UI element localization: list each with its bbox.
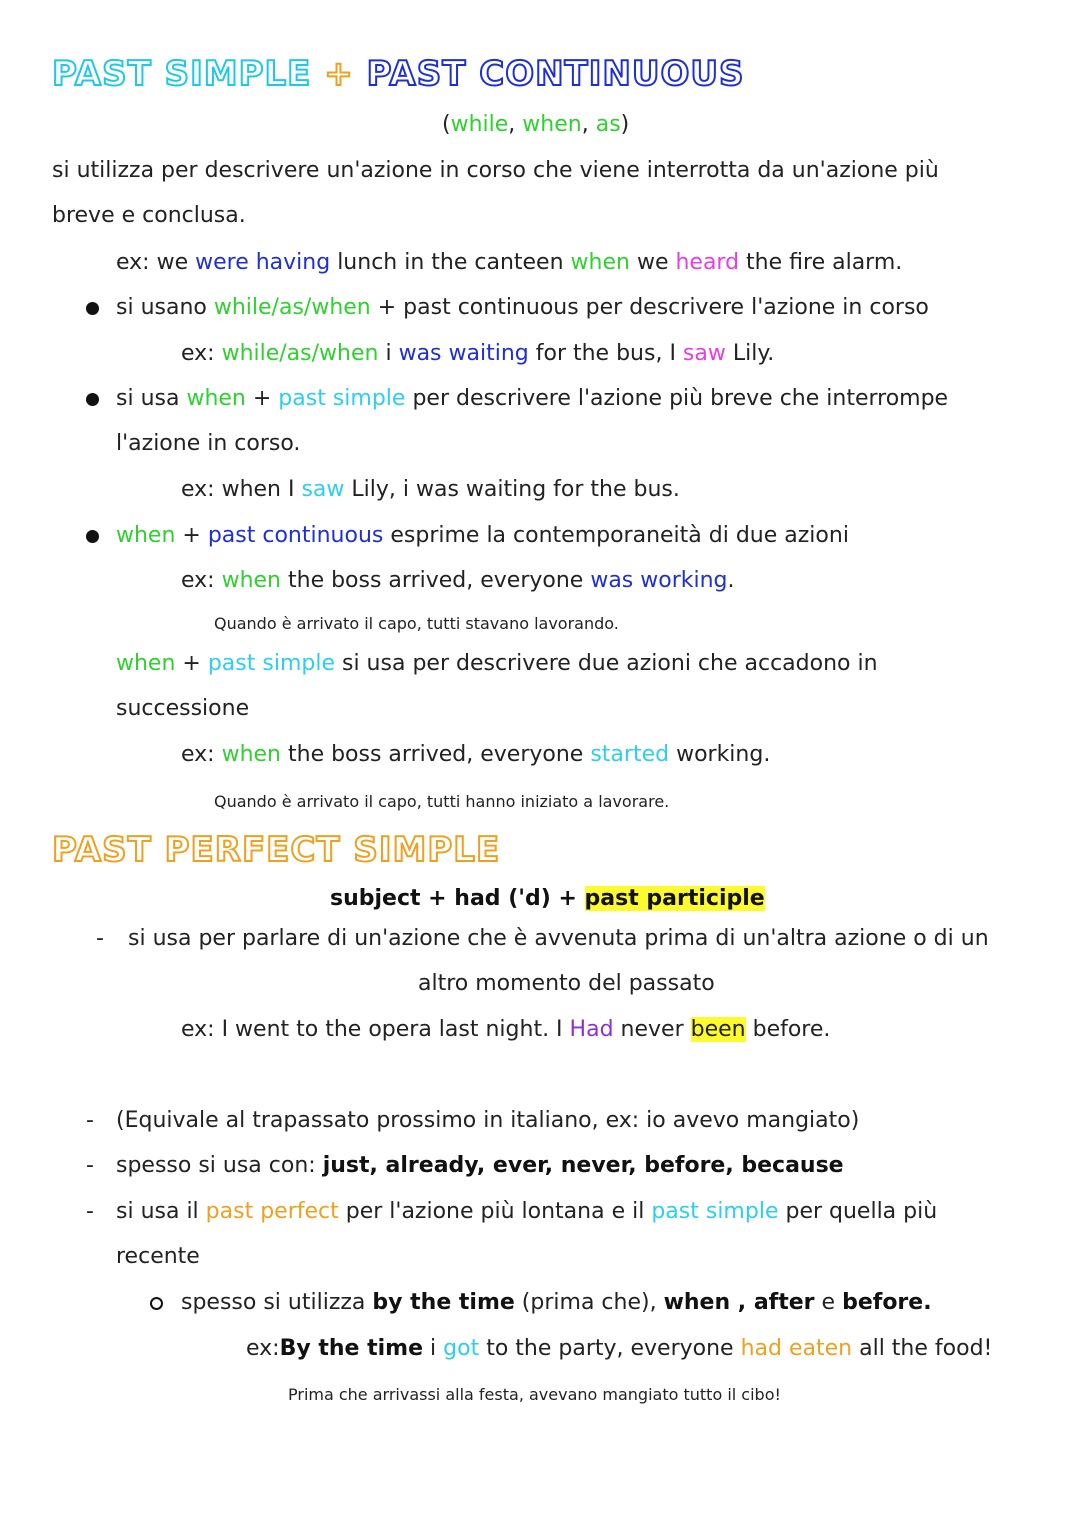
example-2: ex: while/as/when i was waiting for the bus, I saw Lily. [181,341,775,366]
definition-3: spesso si usa con: just, already, ever, never, before, because [116,1153,844,1178]
pp-example-2: ex:By the time i got to the party, everyone had eaten all the food! [246,1336,993,1361]
dash-marker: - [86,1153,94,1178]
dash-marker: - [86,1199,94,1224]
example-3: ex: when I saw Lily, i was waiting for the bus. [181,477,680,502]
title-plus: + [324,54,354,94]
definition-1: si usa per parlare di un'azione che è avvenuta prima di un'altra azione o di un [128,926,989,951]
section2-title: PAST PERFECT SIMPLE [52,830,501,870]
dash-marker: - [96,926,104,951]
definition-4: si usa il past perfect per l'azione più lontana e il past simple per quella più [116,1199,938,1224]
title-past-simple: PAST SIMPLE [52,54,312,94]
example-5: ex: when the boss arrived, everyone started working. [181,742,771,767]
paragraph-5-line-2: successione [116,696,250,721]
definition-4-line-2: recente [116,1244,200,1269]
pp-example-1: ex: I went to the opera last night. I Had never been before. [181,1017,831,1042]
definition-2: (Equivale al trapassato prossimo in italiano, ex: io avevo mangiato) [116,1108,860,1133]
bullet-2: si usa when + past simple per descrivere l'azione più breve che interrompe [116,386,949,411]
sub-point-1: spesso si utilizza by the time (prima che), when , after e before. [181,1290,932,1315]
conjunctions: (while, when, as) [442,112,630,137]
bullet-dot [86,530,99,543]
example-4: ex: when the boss arrived, everyone was working. [181,568,735,593]
bullet-1: si usano while/as/when + past continuous per descrivere l'azione in corso [116,295,929,320]
bullet-2-line-2: l'azione in corso. [116,431,301,456]
paragraph-5: when + past simple si usa per descrivere due azioni che accadono in [116,651,878,676]
intro-line-1: si utilizza per descrivere un'azione in corso che viene interrotta da un'azione più [52,158,939,183]
formula: subject + had ('d) + past participle [330,886,765,911]
title-past-continuous: PAST CONTINUOUS [366,54,745,94]
dash-marker: - [86,1108,94,1133]
translation-4: Quando è arrivato il capo, tutti stavano lavorando. [214,614,619,633]
translation-5: Quando è arrivato il capo, tutti hanno iniziato a lavorare. [214,792,670,811]
example-1: ex: we were having lunch in the canteen when we heard the fire alarm. [116,250,903,275]
bullet-dot [86,302,99,315]
bullet-dot [86,393,99,406]
sub-bullet-ring [150,1297,163,1310]
definition-1-line-2: altro momento del passato [418,971,715,996]
bullet-3: when + past continuous esprime la contemporaneità di due azioni [116,523,849,548]
intro-line-2: breve e conclusa. [52,203,246,228]
section1-title [52,54,744,94]
pp-translation-2: Prima che arrivassi alla festa, avevano mangiato tutto il cibo! [288,1385,781,1404]
